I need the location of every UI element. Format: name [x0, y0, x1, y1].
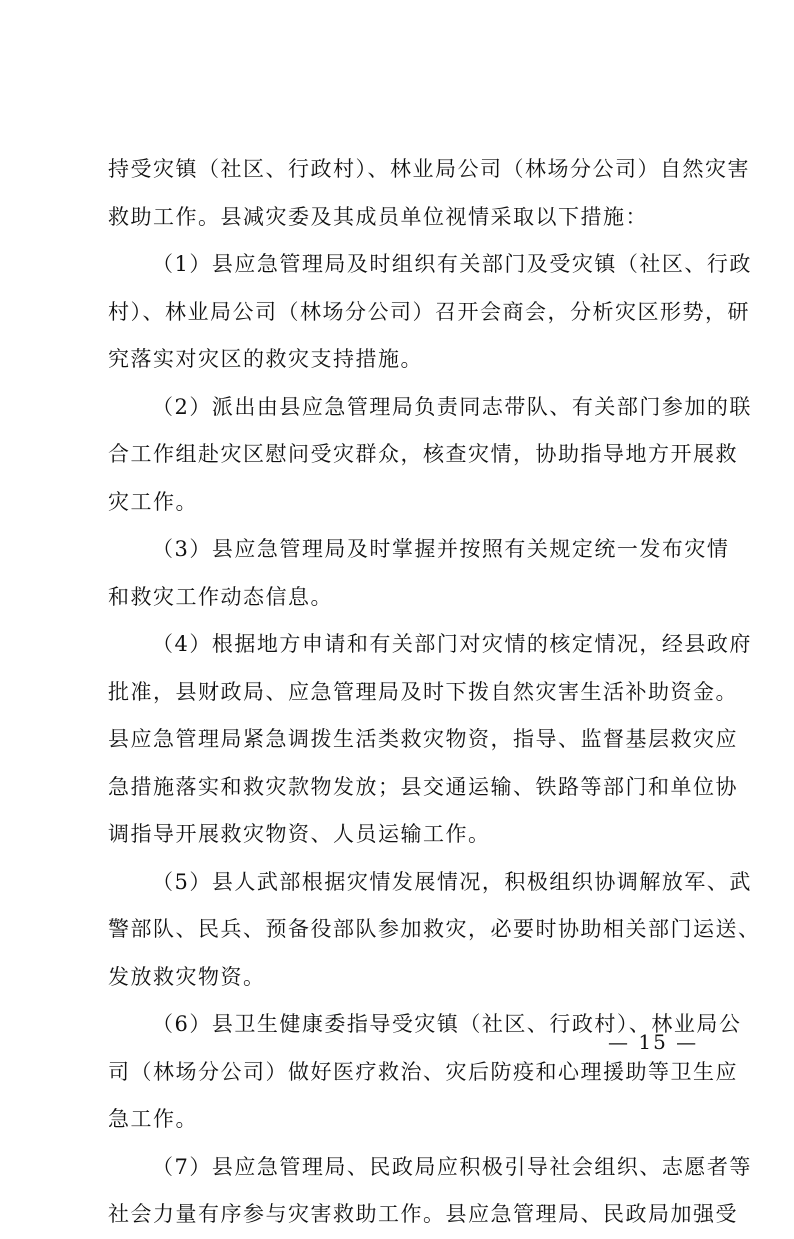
- text-line: （7）县应急管理局、民政局应积极引导社会组织、志愿者等: [152, 1154, 752, 1179]
- text-line: 和救灾工作动态信息。: [108, 584, 333, 609]
- text-line: （1）县应急管理局及时组织有关部门及受灾镇（社区、行政: [152, 252, 752, 276]
- text-line: 救助工作。县减灾委及其成员单位视情采取以下措施：: [108, 204, 648, 229]
- text-line: 急工作。: [108, 1107, 198, 1131]
- text-line: （6）县卫生健康委指导受灾镇（社区、行政村）、林业局公: [152, 1012, 742, 1036]
- text-line: 急措施落实和救灾款物发放；县交通运输、铁路等部门和单位协: [108, 774, 738, 799]
- text-line: 究落实对灾区的救灾支持措施。: [108, 347, 423, 371]
- text-line: 司（林场分公司）做好医疗救治、灾后防疫和心理援助等卫生应: [108, 1059, 738, 1084]
- text-line: 警部队、民兵、预备役部队参加救灾，必要时协助相关部门运送、: [108, 917, 761, 941]
- text-line: （4）根据地方申请和有关部门对灾情的核定情况，经县政府: [152, 632, 752, 656]
- body-text: [108, 146, 761, 1239]
- text-line: 调指导开展救灾物资、人员运输工作。: [108, 822, 491, 846]
- text-line: （2）派出由县应急管理局负责同志带队、有关部门参加的联: [152, 394, 752, 419]
- page-number: — 15 —: [608, 1030, 699, 1054]
- text-line: 村）、林业局公司（林场分公司）召开会商会，分析灾区形势，研: [108, 299, 750, 324]
- text-line: 批准，县财政局、应急管理局及时下拨自然灾害生活补助资金。: [108, 679, 738, 704]
- text-line: 持受灾镇（社区、行政村）、林业局公司（林场分公司）自然灾害: [108, 157, 750, 181]
- text-line: （5）县人武部根据灾情发展情况，积极组织协调解放军、武: [152, 869, 752, 894]
- text-line: 灾工作。: [108, 489, 198, 514]
- text-line: 社会力量有序参与灾害救助工作。县应急管理局、民政局加强受: [108, 1202, 738, 1226]
- text-line: 发放救灾物资。: [108, 964, 266, 989]
- text-line: 县应急管理局紧急调拨生活类救灾物资，指导、监督基层救灾应: [108, 727, 738, 751]
- text-line: 合工作组赴灾区慰问受灾群众，核查灾情，协助指导地方开展救: [108, 442, 738, 466]
- text-line: （3）县应急管理局及时掌握并按照有关规定统一发布灾情: [152, 537, 730, 561]
